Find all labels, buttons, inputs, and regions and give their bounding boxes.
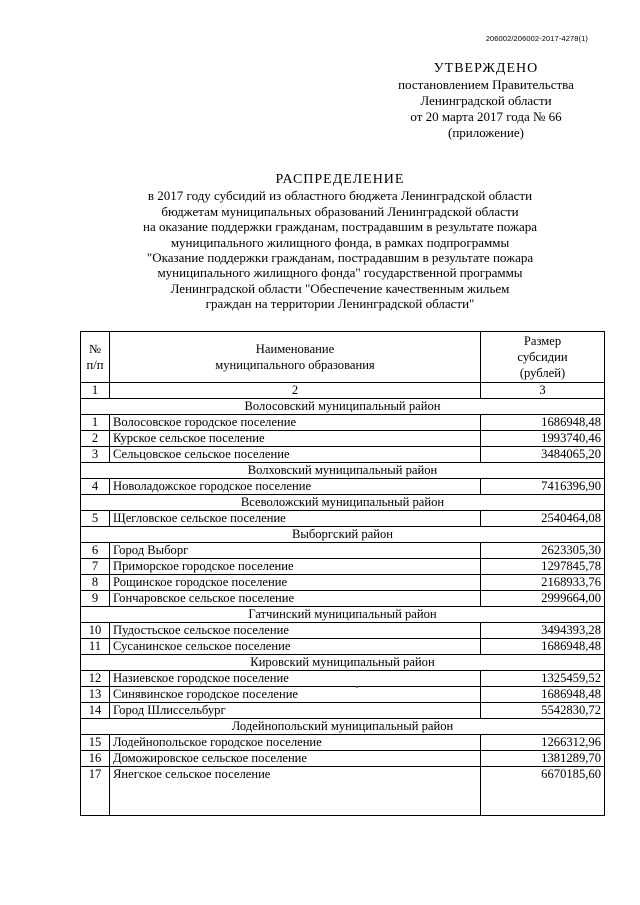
municipality-name: Рощинское городское поселение xyxy=(110,575,481,591)
section-row xyxy=(81,719,605,735)
row-number: 4 xyxy=(81,479,110,495)
row-number: 1 xyxy=(81,415,110,431)
header-name-line: Наименование xyxy=(255,342,335,356)
row-number: 5 xyxy=(81,511,110,527)
row-number: 9 xyxy=(81,591,110,607)
header-amount xyxy=(481,332,605,383)
table-header-row xyxy=(81,332,605,383)
subsidy-amount: 1325459,52 xyxy=(481,671,605,687)
municipality-name: Город Выборг xyxy=(110,543,481,559)
municipality-name: Приморское городское поселение xyxy=(110,559,481,575)
table-row xyxy=(81,431,605,447)
approval-block xyxy=(376,60,596,141)
subsidy-amount: 3494393,28 xyxy=(481,623,605,639)
municipality-name: Новоладожское городское поселение xyxy=(110,479,481,495)
subsidy-amount: 3484065,20 xyxy=(481,447,605,463)
subsidy-amount: 2999664,00 xyxy=(481,591,605,607)
section-row xyxy=(81,399,605,415)
subsidy-amount: 1297845,78 xyxy=(481,559,605,575)
table-row xyxy=(81,623,605,639)
section-row xyxy=(81,655,605,671)
subsidy-table xyxy=(80,331,605,816)
approval-line-4: (приложение) xyxy=(447,125,524,140)
municipality-name: Сельцовское сельское поселение xyxy=(110,447,481,463)
title-line: "Оказание поддержки гражданам, пострадавшим в результате пожара xyxy=(146,250,534,266)
table-row xyxy=(81,703,605,719)
municipality-name: Лодейнопольское городское поселение xyxy=(110,735,481,751)
row-number: 17 xyxy=(81,767,110,816)
municipality-name: Щегловское сельское поселение xyxy=(110,511,481,527)
approval-line-3: от 20 марта 2017 года № 66 xyxy=(410,109,562,124)
table-row xyxy=(81,559,605,575)
section-title: Волховский муниципальный район xyxy=(81,463,605,479)
table-row xyxy=(81,511,605,527)
table-row xyxy=(81,767,605,816)
title-line: муниципального жилищного фонда" государственной программы xyxy=(157,265,523,281)
row-number: 10 xyxy=(81,623,110,639)
table-row xyxy=(81,735,605,751)
column-number: 2 xyxy=(110,383,481,399)
section-row xyxy=(81,527,605,543)
title-heading: РАСПРЕДЕЛЕНИЕ xyxy=(275,172,405,187)
header-number-line: п/п xyxy=(86,358,104,372)
row-number: 2 xyxy=(81,431,110,447)
row-number: 16 xyxy=(81,751,110,767)
document-number: 206002/206002-2017-4278(1) xyxy=(485,34,588,43)
municipality-name: Пудостьское сельское поселение xyxy=(110,623,481,639)
table-row xyxy=(81,415,605,431)
row-number: 7 xyxy=(81,559,110,575)
table-row xyxy=(81,591,605,607)
header-amount-line: субсидии xyxy=(517,350,568,364)
municipality-name: Волосовское городское поселение xyxy=(110,415,481,431)
municipality-name: Назиевское городское поселение xyxy=(110,671,481,687)
municipality-name: Город Шлиссельбург xyxy=(110,703,481,719)
subsidy-amount: 1686948,48 xyxy=(481,639,605,655)
municipality-name: Гончаровское сельское поселение xyxy=(110,591,481,607)
row-number: 14 xyxy=(81,703,110,719)
section-title: Гатчинский муниципальный район xyxy=(81,607,605,623)
approval-heading: УТВЕРЖДЕНО xyxy=(433,61,539,76)
approval-line-2: Ленинградской области xyxy=(420,93,552,108)
subsidy-amount: 1381289,70 xyxy=(481,751,605,767)
title-line: граждан на территории Ленинградской области" xyxy=(205,296,475,312)
section-row xyxy=(81,607,605,623)
table-row xyxy=(81,687,605,703)
subsidy-amount: 2168933,76 xyxy=(481,575,605,591)
municipality-name: Сусанинское сельское поселение xyxy=(110,639,481,655)
section-title: Выборгский район xyxy=(81,527,605,543)
subsidy-amount: 1993740,46 xyxy=(481,431,605,447)
section-row xyxy=(81,463,605,479)
municipality-name: Доможировское сельское поселение xyxy=(110,751,481,767)
table-row xyxy=(81,639,605,655)
row-number: 13 xyxy=(81,687,110,703)
row-number: 15 xyxy=(81,735,110,751)
subsidy-amount: 2540464,08 xyxy=(481,511,605,527)
row-number: 11 xyxy=(81,639,110,655)
municipality-name: Курское сельское поселение xyxy=(110,431,481,447)
table-row xyxy=(81,543,605,559)
column-number-row xyxy=(81,383,605,399)
subsidy-amount: 1686948,48 xyxy=(481,687,605,703)
subsidy-amount: 1686948,48 xyxy=(481,415,605,431)
row-number: 12 xyxy=(81,671,110,687)
title-line: на оказание поддержки гражданам, пострадавшим в результате пожара xyxy=(143,219,537,235)
scan-speck xyxy=(356,686,358,688)
section-row xyxy=(81,495,605,511)
row-number: 3 xyxy=(81,447,110,463)
table-row xyxy=(81,447,605,463)
title-line: муниципального жилищного фонда, в рамках подпрограммы xyxy=(170,234,510,250)
header-number xyxy=(81,332,110,383)
subsidy-amount: 6670185,60 xyxy=(481,767,605,816)
section-title: Всеволожский муниципальный район xyxy=(81,495,605,511)
section-title: Лодейнопольский муниципальный район xyxy=(81,719,605,735)
subsidy-amount: 7416396,90 xyxy=(481,479,605,495)
section-title: Кировский муниципальный район xyxy=(81,655,605,671)
header-name xyxy=(110,332,481,383)
table-row xyxy=(81,479,605,495)
column-number: 1 xyxy=(81,383,110,399)
approval-line-1: постановлением Правительства xyxy=(398,77,574,92)
column-number: 3 xyxy=(481,383,605,399)
subsidy-amount: 1266312,96 xyxy=(481,735,605,751)
section-title: Волосовский муниципальный район xyxy=(81,399,605,415)
table-row xyxy=(81,751,605,767)
row-number: 8 xyxy=(81,575,110,591)
header-amount-line: (рублей) xyxy=(519,366,566,380)
table-row xyxy=(81,671,605,687)
header-number-line: № xyxy=(88,342,102,356)
header-amount-line: Размер xyxy=(523,334,562,348)
municipality-name: Янегское сельское поселение xyxy=(110,767,481,816)
title-line: в 2017 году субсидий из областного бюджета Ленинградской области xyxy=(147,188,533,204)
row-number: 6 xyxy=(81,543,110,559)
municipality-name: Синявинское городское поселение xyxy=(110,687,481,703)
document-title xyxy=(70,172,610,312)
title-line: бюджетам муниципальных образований Ленинградской области xyxy=(161,203,519,219)
subsidy-amount: 2623305,30 xyxy=(481,543,605,559)
title-line: Ленинградской области "Обеспечение качественным жильем xyxy=(170,280,510,296)
subsidy-amount: 5542830,72 xyxy=(481,703,605,719)
header-name-line: муниципального образования xyxy=(215,358,375,372)
table-body xyxy=(81,399,605,816)
table-row xyxy=(81,575,605,591)
